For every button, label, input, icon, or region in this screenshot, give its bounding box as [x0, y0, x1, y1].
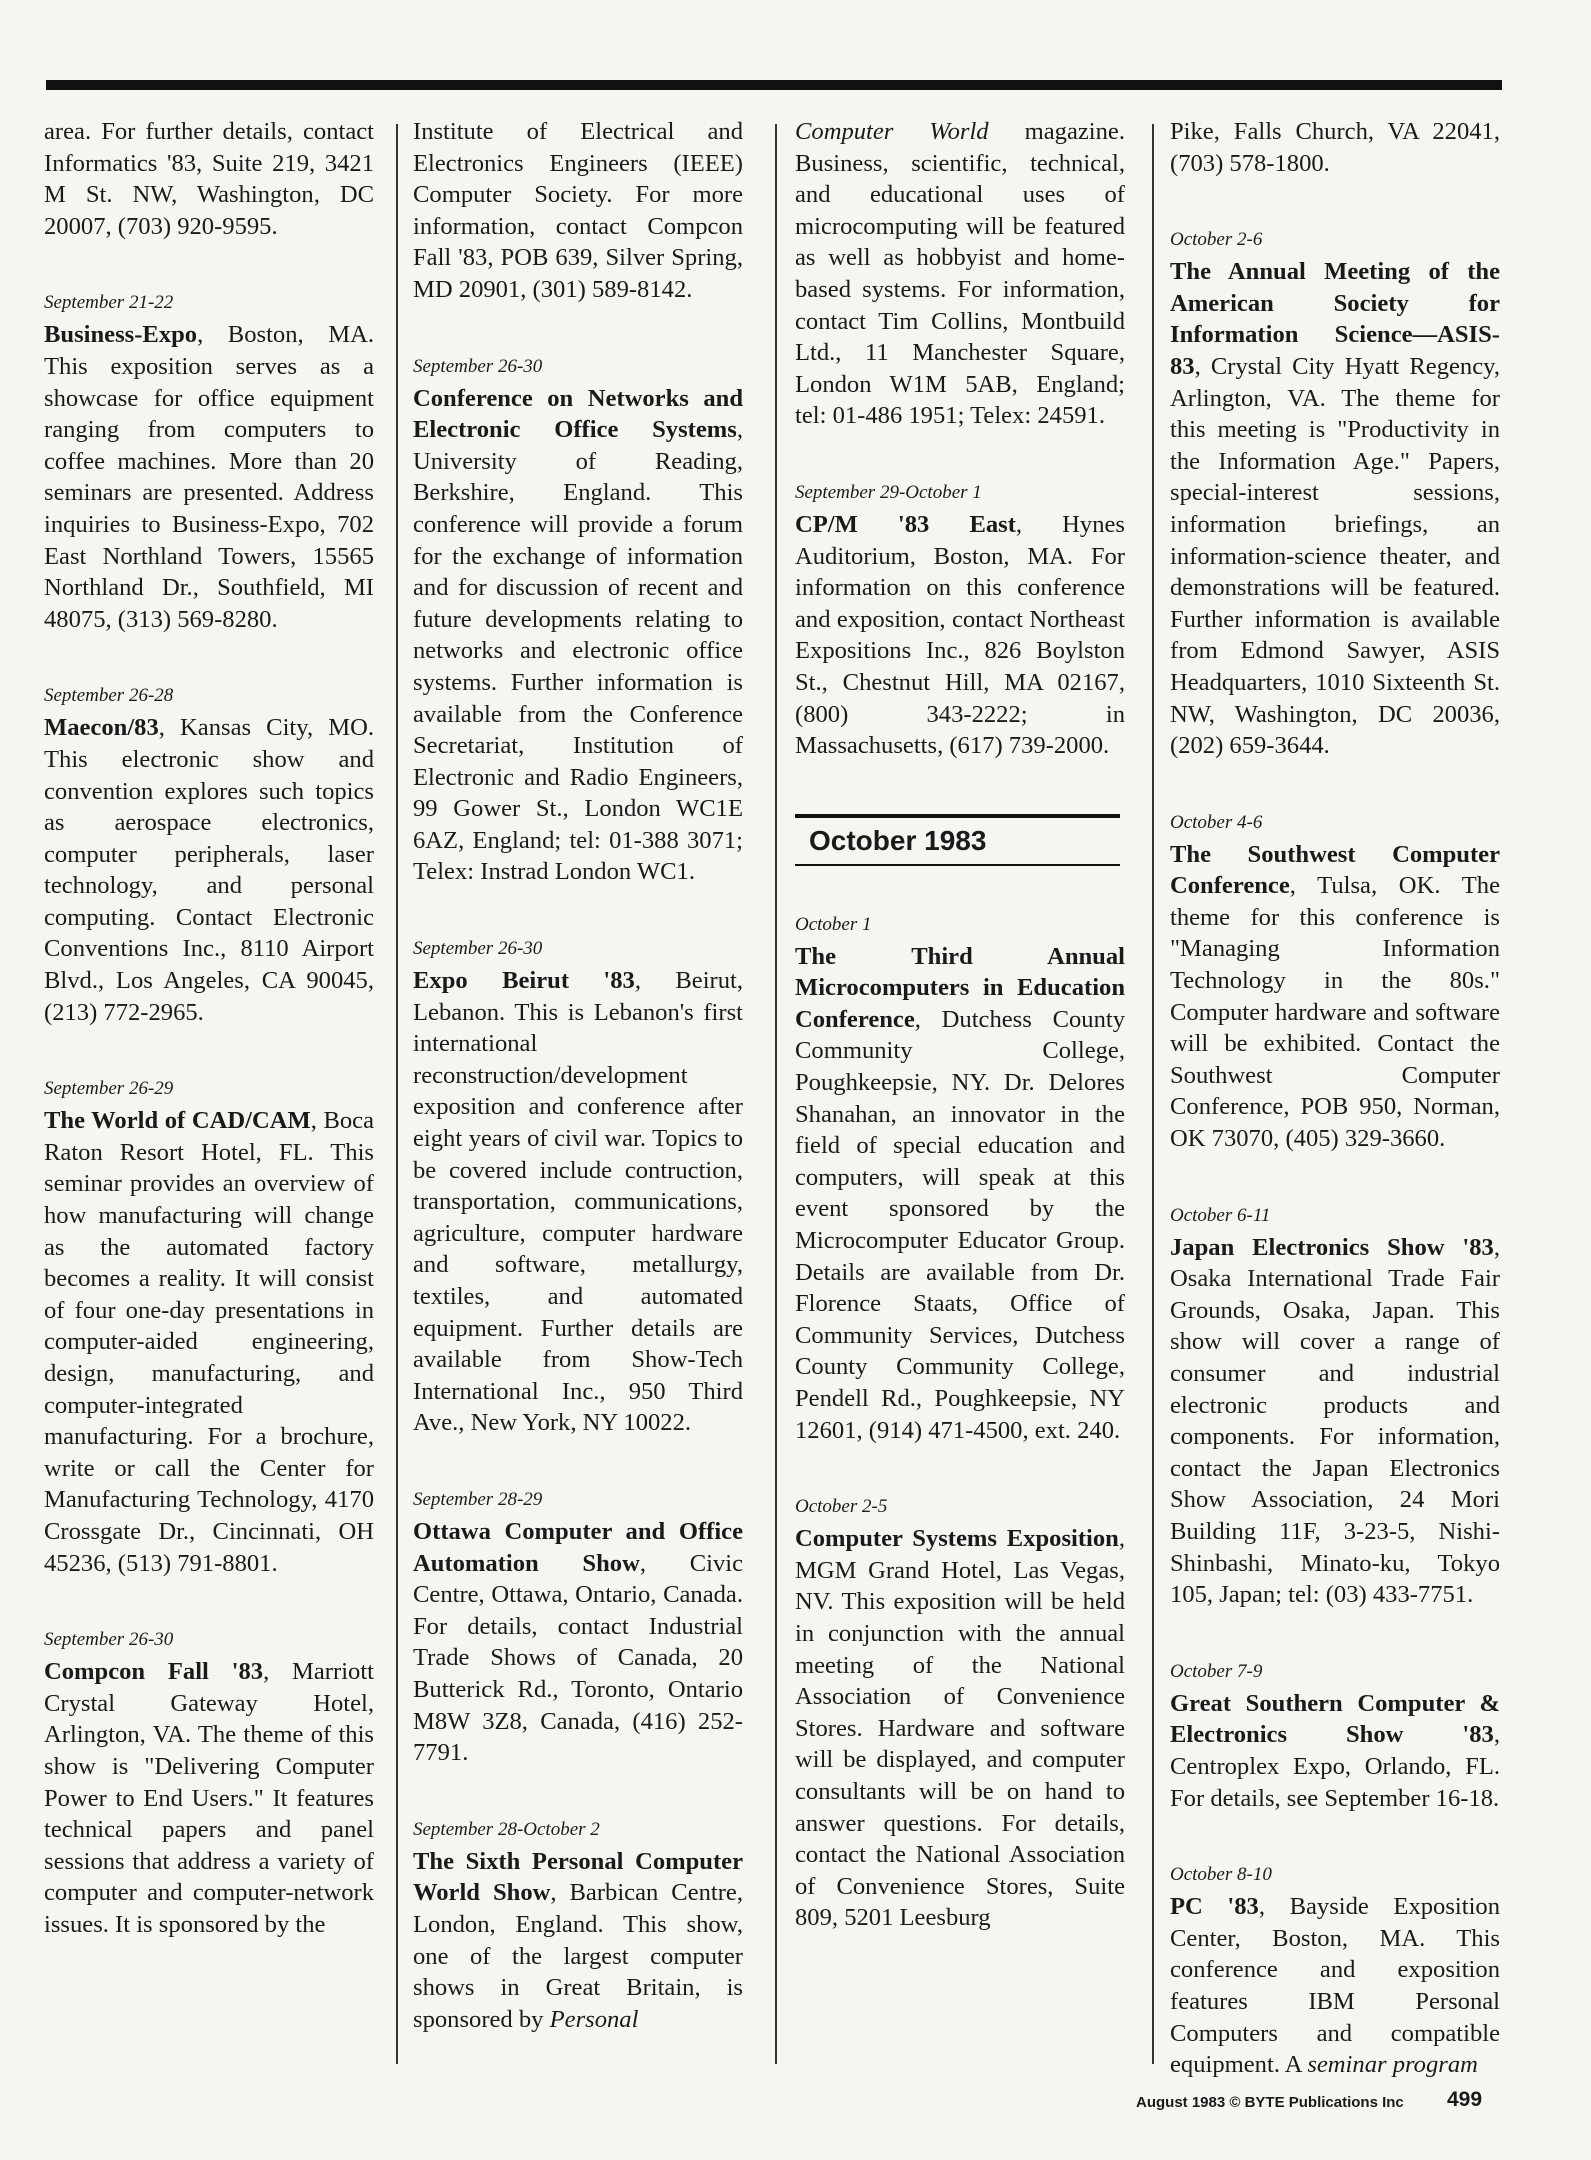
continued-text [795, 116, 1125, 432]
event-date: October 2-5 [795, 1496, 888, 1518]
event-description: , Marriott Crystal Gateway Hotel, Arlington, VA. The theme of this show is "Delivering Computer Power to End Users." It features technical papers and panel sessions that address a variety of computer and computer-network issues. It is sponsored by the [44, 1658, 374, 1938]
continued-text: area. For further details, contact Informatics '83, Suite 219, 3421 M St. NW, Washington, DC 20007, (703) 920-9595. [44, 118, 374, 240]
continued-text-body: magazine. Business, scientific, technical, and educational uses of microcomputing will be featured as well as hobbyist and home-based systems. For information, contact Tim Collins, Montbuild Ltd., 11 Manchester Square, London W1M 5AB, England; tel: 01-486 1951; Telex: 24591. [795, 118, 1125, 430]
column-2 [413, 116, 743, 2083]
event-date: September 26-30 [413, 355, 543, 377]
event-entry [1170, 1862, 1500, 2081]
event-description: , Centroplex Expo, Orlando, FL. For details, see September 16-18. [1170, 1721, 1500, 1812]
event-entry [795, 912, 1125, 1447]
event-description: , Dutchess County Community College, Poughkeepsie, NY. Dr. Delores Shanahan, an innovator in the field of special education and computers, will speak at this event sponsored by the Microcomputer Educator Group. Details are available from Dr. Florence Staats, Office of Community Services, Dutchess County Community College, Pendell Rd., Poughkeepsie, NY 12601, (914) 471-4500, ext. 240. [795, 1005, 1125, 1444]
event-description-italic: Personal [549, 2005, 639, 2033]
event-entry [1170, 227, 1500, 762]
event-description: , Kansas City, MO. This electronic show and convention explores such topics as aerospace electronics, computer peripherals, laser technology, and personal computing. Contact Electronic Conventions Inc., 8110 Airport Blvd., Los Angeles, CA 90045, (213) 772-2965. [44, 714, 374, 1026]
month-title: October 1983 [809, 824, 987, 856]
event-description: , Bayside Exposition Center, Boston, MA. This conference and exposition features IBM Personal Computers and compatible equipment. A [1170, 1893, 1501, 2079]
event-entry [1170, 810, 1500, 1155]
event-name: Great Southern Computer & Electronics Show '83 [1170, 1689, 1500, 1749]
event-entry [795, 480, 1125, 762]
event-description: , Civic Centre, Ottawa, Ontario, Canada. For details, contact Industrial Trade Shows of Canada, 20 Butterick Rd., Toronto, Ontario M8W 3Z8, Canada, (416) 252-7791. [413, 1549, 743, 1767]
event-entry [413, 1817, 743, 2036]
event-entry [44, 683, 374, 1028]
event-description: , Hynes Auditorium, Boston, MA. For information on this conference and exposition, contact Northeast Expositions Inc., 826 Boylston St., Chestnut Hill, MA 02167, (800) 343-2222; in Massachusetts, (617) 739-2000. [795, 510, 1126, 760]
event-date: September 26-30 [413, 938, 543, 960]
event-entry [44, 1627, 374, 1940]
column-divider [1152, 124, 1154, 2064]
event-name: Maecon/83 [44, 714, 159, 742]
event-date: October 6-11 [1170, 1204, 1271, 1226]
event-description: , University of Reading, Berkshire, England. This conference will provide a forum for the exchange of information and for discussion of recent and future developments relating to networks and electronic office systems. Further information is available from the Conference Secretariat, Institution of Electronic and Radio Engineers, 99 Gower St., London WC1E 6AZ, England; tel: 01-388 3071; Telex: Instrad London WC1. [413, 416, 743, 886]
event-description: , Osaka International Trade Fair Grounds, Osaka, Japan. This show will cover a range of consumer and industrial electronic products and components. For information, contact the Japan Electronics Show Association, 24 Mori Building 11F, 3-23-5, Nishi-Shinbashi, Minato-ku, Tokyo 105, Japan; tel: (03) 433-7751. [1170, 1233, 1500, 1609]
event-description: , Barbican Centre, London, England. This show, one of the largest computer shows in Great Britain, is sponsored by [413, 1879, 743, 2033]
event-name: Business-Expo [44, 321, 198, 349]
event-date: September 26-28 [44, 685, 174, 707]
event-date: October 7-9 [1170, 1660, 1263, 1682]
event-description: , MGM Grand Hotel, Las Vegas, NV. This exposition will be held in conjunction with the annual meeting of the National Association of Convenience Stores. Hardware and software will be displayed, and computer consultants will be on hand to answer questions. For details, contact the National Association of Convenience Stores, Suite 809, 5201 Leesburg [795, 1525, 1125, 1932]
event-description: , Crystal City Hyatt Regency, Arlington, VA. The theme for this meeting is "Productivity in the Information Age." Papers, special-interest sessions, information briefings, an information-science theater, and demonstrations will be featured. Further information is available from Edmond Sawyer, ASIS Headquarters, 1010 Sixteenth St. NW, Washington, DC 20036, (202) 659-3644. [1170, 352, 1500, 760]
event-name: The Third Annual Microcomputers in Education Conference [795, 942, 1125, 1033]
event-description: , Boca Raton Resort Hotel, FL. This seminar provides an overview of how manufacturing will change as the automated factory becomes a reality. It will consist of four one-day presentations in computer-aided engineering, design, manufacturing, and computer-integrated manufacturing. For a brochure, write or call the Center for Manufacturing Technology, 4170 Crossgate Dr., Cincinnati, OH 45236, (513) 791-8801. [44, 1107, 374, 1577]
event-name: The Annual Meeting of the American Society for Information Science—ASIS-83 [1170, 258, 1500, 380]
column-1 [44, 116, 374, 1989]
event-entry [413, 936, 743, 1439]
event-description: , Boston, MA. This exposition serves as a showcase for office equipment ranging from computers to coffee machines. More than 20 seminars are presented. Address inquiries to Business-Expo, 702 East Northland Towers, 15565 Northland Dr., Southfield, MI 48075, (313) 569-8280. [44, 321, 374, 633]
event-name: PC '83 [1170, 1893, 1259, 1921]
event-date: September 28-October 2 [413, 1818, 600, 1840]
page-number: 499 [1447, 2088, 1483, 2111]
continued-text: Institute of Electrical and Electronics Engineers (IEEE) Computer Society. For more information, contact Compcon Fall '83, POB 639, Silver Spring, MD 20901, (301) 589-8142. [413, 118, 743, 303]
month-rule-bottom [795, 864, 1120, 866]
event-description: , Beirut, Lebanon. This is Lebanon's first international reconstruction/development exposition and conference after eight years of civil war. Topics to be covered include contruction, transportation, communications, agriculture, computer hardware and software, metallurgy, textiles, and automated equipment. Further details are available from Show-Tech International Inc., 950 Third Ave., New York, NY 10022. [413, 967, 743, 1437]
top-rule [46, 80, 1502, 90]
event-entry [1170, 1659, 1500, 1814]
column-3 [795, 116, 1125, 1982]
event-entry [44, 1076, 374, 1579]
footer-credit: August 1983 © BYTE Publications Inc [1136, 2094, 1404, 2111]
column-4 [1170, 116, 1500, 2129]
event-description: , Tulsa, OK. The theme for this conference is "Managing Information Technology in the 80s." Computer hardware and software will be exhibited. Contact the Southwest Computer Conference, POB 950, Norman, OK 73070, (405) 329-3660. [1170, 872, 1500, 1153]
event-name: The World of CAD/CAM [44, 1107, 311, 1135]
event-name: Japan Electronics Show '83 [1170, 1233, 1494, 1261]
event-description-italic: seminar program [1307, 2051, 1478, 2079]
event-name: The Southwest Computer Conference [1170, 840, 1500, 900]
event-name: Expo Beirut '83 [413, 967, 635, 995]
event-name: Compcon Fall '83 [44, 1658, 264, 1686]
magazine-title: Computer World [795, 118, 989, 145]
column-divider [396, 124, 398, 2064]
event-entry [795, 1494, 1125, 1934]
event-date: September 26-30 [44, 1629, 174, 1651]
event-date: October 4-6 [1170, 811, 1263, 833]
event-name: Conference on Networks and Electronic Office Systems [413, 384, 743, 444]
event-date: September 21-22 [44, 292, 174, 314]
event-date: October 2-6 [1170, 229, 1263, 251]
event-date: October 8-10 [1170, 1864, 1272, 1886]
column-divider [775, 124, 777, 2064]
continued-text: Pike, Falls Church, VA 22041, (703) 578-1800. [1170, 118, 1500, 177]
event-name: Ottawa Computer and Office Automation Show [413, 1517, 743, 1577]
event-entry [413, 1487, 743, 1769]
event-name: The Sixth Personal Computer World Show [413, 1847, 743, 1907]
event-entry [44, 290, 374, 635]
event-name: CP/M '83 East [795, 510, 1016, 538]
event-date: September 26-29 [44, 1078, 174, 1100]
event-entry [413, 354, 743, 889]
event-date: September 28-29 [413, 1488, 543, 1510]
month-heading [795, 814, 1120, 866]
event-name: Computer Systems Exposition [795, 1525, 1119, 1553]
event-date: September 29-October 1 [795, 481, 982, 503]
event-entry [1170, 1203, 1500, 1611]
event-date: October 1 [795, 913, 872, 935]
